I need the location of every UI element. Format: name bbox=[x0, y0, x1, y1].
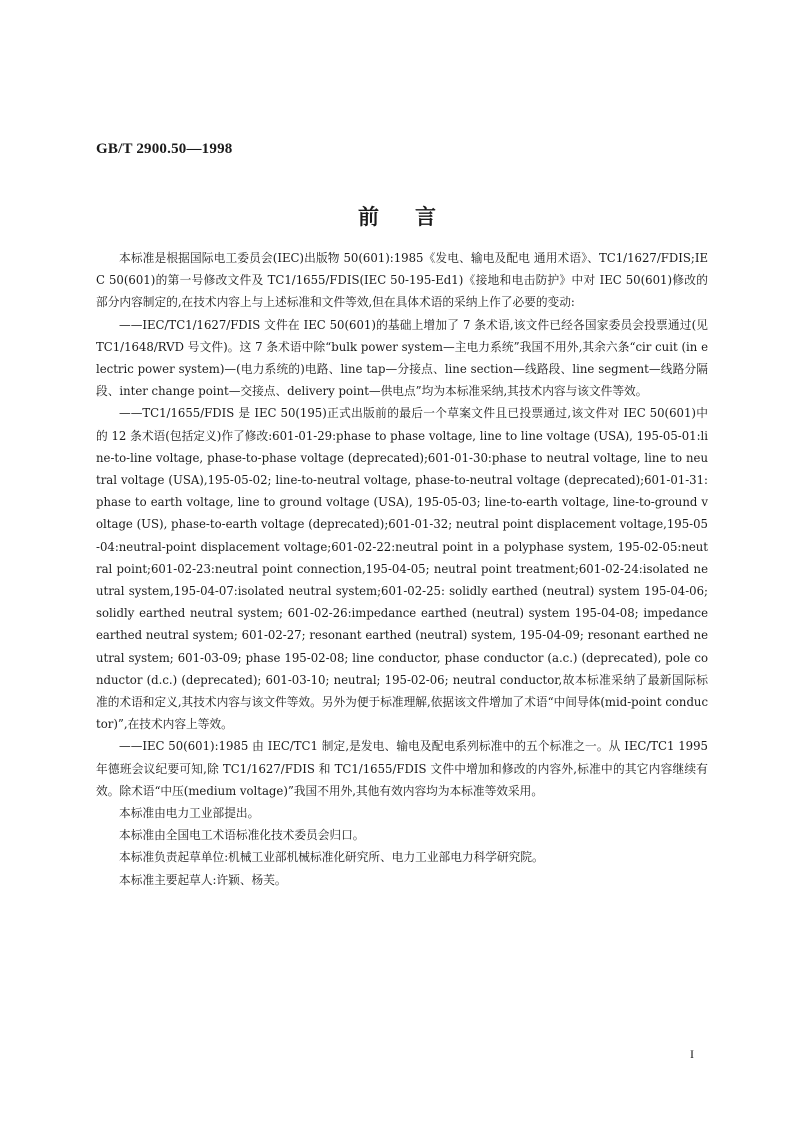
standard-number: GB/T 2900.50—1998 bbox=[96, 141, 233, 157]
page-number: I bbox=[690, 1047, 694, 1061]
paragraph-intro: 本标准是根据国际电工委员会(IEC)出版物 50(601):1985《发电、输电及配电 通用术语》、TC1/1627/FDIS;IEC 50(601)的第一号修改文件及 TC1/1655/FDIS(IEC 50-195-Ed1)《接地和电击防护》中对 IEC 50(601)修改的部分内容制定的,在技术内容上与上述标准和文件等效,但在具体术语的采纳上作了必要的变动: bbox=[96, 251, 708, 310]
foreword-body bbox=[96, 247, 708, 891]
paragraph-proposer: 本标准由电力工业部提出。 bbox=[119, 806, 260, 821]
paragraph-fdis-1655: ——TC1/1655/FDIS 是 IEC 50(195)正式出版前的最后一个草案文件且已投票通过,该文件对 IEC 50(601)中的 12 条术语(包括定义)作了修改:601-01-29:phase to phase voltage, line to line voltage (USA), 195-05-01:line-to-line voltage, phase-to-phase voltage (deprecated);601-01-30:phase to neutral voltage, line to neutral voltage (USA),195-05-02; line-to-neutral voltage, phase-to-neutral voltage (deprecated);601-01-31:phase to earth voltage, line to ground voltage (USA), 195-05-03; line-to-earth voltage, line-to-ground voltage (US), phase-to-earth voltage (deprecated);601-01-32; neutral point displacement voltage,195-05-04:neutral-point displacement voltage;601-02-22:neutral point in a polyphase system, 195-02-05:neutral point;601-02-23:neutral point connection,195-04-05; neutral point treatment;601-02-24:isolated neutral system,195-04-07:isolated neutral system;601-02-25: solidly earthed (neutral) system 195-04-06; solidly earthed neutral system; 601-02-26:impedance earthed (neutral) system 195-04-08; impedance earthed neutral system; 601-02-27; resonant earthed (neutral) system, 195-04-09; resonant earthed neutral system; 601-03-09; phase 195-02-08; line conductor, phase conductor (a.c.) (deprecated), pole conductor (d.c.) (deprecated); 601-03-10; neutral; 195-02-06; neutral conductor,故本标准采纳了最新国际标准的术语和定义,其技术内容与该文件等效。另外为便于标准理解,依据该文件增加了术语“中间导体(mid-point conductor)”,在技术内容上等效。 bbox=[96, 406, 708, 732]
paragraph-committee: 本标准由全国电工术语标准化技术委员会归口。 bbox=[119, 828, 365, 843]
paragraph-drafting-units: 本标准负责起草单位:机械工业部机械标准化研究所、电力工业部电力科学研究院。 bbox=[119, 850, 544, 865]
paragraph-fdis-1627: ——IEC/TC1/1627/FDIS 文件在 IEC 50(601)的基础上增加了 7 条术语,该文件已经各国家委员会投票通过(见 TC1/1648/RVD 号文件)。这 7 条术语中除“bulk power system—主电力系统”我国不用外,其余六条“cir cuit (in electric power system)—(电力系统的)电路、line tap—分接点、line section—线路段、line segment—线路分隔段、inter change point—交接点、delivery point—供电点”均为本标准采纳,其技术内容与该文件等效。 bbox=[96, 317, 708, 399]
paragraph-iec-50-601: ——IEC 50(601):1985 由 IEC/TC1 制定,是发电、输电及配电系列标准中的五个标准之一。从 IEC/TC1 1995 年德班会议纪要可知,除 TC1/1627/FDIS 和 TC1/1655/FDIS 文件中增加和修改的内容外,标准中的其它内容继续有效。除术语“中压(medium voltage)”我国不用外,其他有效内容均为本标准等效采用。 bbox=[96, 739, 708, 798]
paragraph-drafters: 本标准主要起草人:许颖、杨芙。 bbox=[119, 872, 287, 887]
page-title: 前言 bbox=[358, 205, 472, 229]
